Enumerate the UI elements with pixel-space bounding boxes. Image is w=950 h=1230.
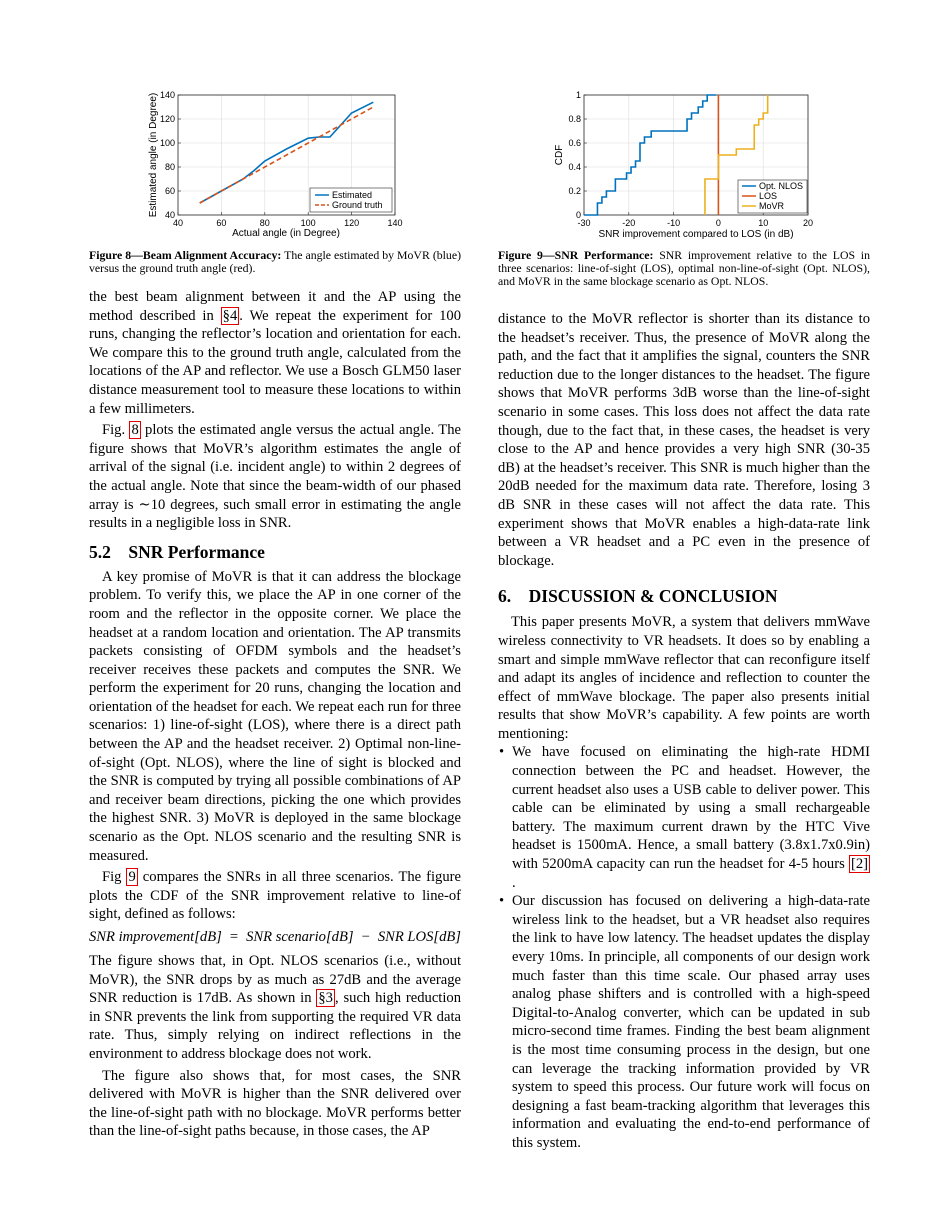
x-axis-label: Actual angle (in Degree) [232,228,340,239]
y-tick-label: 40 [164,210,175,220]
figure-ref-link[interactable]: 8 [131,422,139,439]
figure-9-chart [498,85,870,245]
x-tick-label: -20 [622,218,636,228]
chart-legend [310,188,392,212]
figure-8-chart [89,85,461,245]
list-item: • We have focused on eliminating the high-rate HDMI connection between the PC and headset. However, the current headset also uses a USB cable to deliver power. This cable can be eliminated by using a small rechargeable battery. The maximum current drawn by the HTC Vive headset is 1500mA. Hence, a small battery (3.8x1.7x0.9in) with 5200mA capacity can run the headset for 4-5 hours [2] . [498,743,870,892]
section-ref-link[interactable]: §3 [318,990,333,1007]
legend-entry: LOS [759,191,778,201]
x-tick-label: 40 [172,218,184,228]
y-axis-label: CDF [554,144,565,166]
legend-entry: MoVR [759,201,785,211]
x-tick-label: 80 [259,218,270,228]
citation-link[interactable]: [2] [850,856,868,873]
paragraph: Fig 9 compares the SNRs in all three scenarios. The figure plots the CDF of the SNR improvement relative to line-of sight, defined as follows: [89,869,461,923]
chart-legend [738,180,807,213]
y-axis-label: Estimated angle (in Degree) [148,92,159,218]
figure-9-label: Figure 9 [498,248,543,262]
x-tick-label: 0 [715,218,721,228]
figure-ref-link[interactable]: 9 [128,869,136,886]
figure-9-text: SNR improvement relative to the LOS in three scenarios: line-of-sight (LOS), optimal non-line-of-sight (Opt. NLOS), and MoVR in the same blockage scenario as Opt. NLOS. [498,248,870,288]
equation: SNR improvement[dB] = SNR scenario[dB] − SNR LOS[dB] [89,929,461,945]
figure-9-caption [498,249,870,288]
figure-8-label: Figure 8 [89,248,132,262]
x-tick-label: 120 [344,218,360,228]
figure-8-text: The angle estimated by MoVR (blue) versus the ground truth angle (red). [89,248,461,275]
figure-8-title: —Beam Alignment Accuracy: [131,248,282,262]
y-tick-label: 80 [164,162,175,172]
y-tick-label: 1 [575,90,581,100]
y-tick-label: 0.2 [568,186,581,196]
x-axis-label: SNR improvement compared to LOS (in dB) [598,229,794,240]
figure-9-title: —SNR Performance: [542,248,654,262]
x-tick-label: 140 [387,218,403,228]
y-tick-label: 60 [164,186,175,196]
x-tick-label: -30 [577,218,591,228]
section-heading-5-2: 5.2 SNR Performance [89,541,265,562]
x-tick-label: 20 [802,218,814,228]
y-tick-label: 0.4 [568,162,581,172]
y-tick-label: 100 [159,138,175,148]
paragraph: Fig. 8 plots the estimated angle versus the actual angle. The figure shows that MoVR’s algorithm estimates the angle of arrival of the signal (i.e. incident angle) to within 2 degrees of the actual angle. Note that since the beam-width of our phased array is ∼10 degrees, such small error in estimating the angle results in a negligible loss in SNR. [89,422,461,532]
paragraph: the best beam alignment between it and the AP using the method described in §4 . We repeat the experiment for 100 runs, changing the reflector’s location and orientation for each. We compare this to the ground truth angle, calculated from the locations of the AP and reflector. We use a Bosch GLM50 laser distance measurement tool to measure these locations to within a few millimeters. [89,289,461,417]
section-heading-6: 6. DISCUSSION & CONCLUSION [498,586,778,607]
paragraph: This paper presents MoVR, a system that delivers mmWave wireless connectivity to VR headsets. It does so by enabling a smart and simple mmWave reflector that can reconfigure itself and adapt its angles of incidence and reflection to counter the effect of mmWave blockage. The paper also presents initial results that show MoVR’s capability. A few points are worth mentioning: [498,614,870,742]
y-tick-label: 140 [159,90,175,100]
x-tick-label: 100 [300,218,316,228]
list-item: • Our discussion has focused on delivering a high-data-rate wireless link to the headset, but a VR headset also requires the link to have low latency. The headset updates the display every 10ms. In principle, all components of our design work much faster than this time scale. Our phased array uses analog phase shifters and is controlled with a high-speed Digital-to-Analog converter, which can be updated in sub micro-second time frames. Finding the best beam alignment is the most time consuming process in the design, but one can leverage the tracking information provided by VR system to speed this process. Our future work will focus on designing a fast beam-tracking algorithm that leverages this information and evaluating the end-to-end performance of this system. [498,892,870,1152]
x-tick-label: 60 [216,218,227,228]
y-tick-label: 120 [159,114,175,124]
legend-entry: Estimated [332,190,373,200]
series-line-opt-nlos [584,95,716,215]
paragraph: A key promise of MoVR is that it can address the blockage problem. To verify this, we place the AP in one corner of the room and the reflector in the opposite corner. We place the headset at a random location and orientation. The AP transmits packets consisting of OFDM symbols and the headset’s receiver receives these packets and computes the SNR. We perform the experiment for 20 runs, changing the location and orientation of the headset for each. We repeat each run for three scenarios: 1) line-of-sight (LOS), where there is a direct path between the AP and the headset receiver. 2) Optimal non-line-of-sight (Opt. NLOS), where the line of sight is blocked and the SNR is computed by trying all possible combinations of AP and receiver beam directions, picking the one which provides the highest SNR. 3) MoVR is deployed in the same blockage scenario as the Opt. NLOS scenario and the resulting SNR is measured. [89,568,461,864]
section-ref-link[interactable]: §4 [222,307,238,324]
paragraph: The figure shows that, in Opt. NLOS scenarios (i.e., without MoVR), the SNR drops by as much as 27dB and the average SNR reduction is 17dB. As shown in §3 , such high reduction in SNR prevents the link from supporting the required VR data rate. Thus, simply relying on indirect reflections in the environment to address blockage does not work. [89,953,461,1062]
right-text-block [498,310,870,1153]
legend-entry: Opt. NLOS [759,181,804,191]
y-tick-label: 0 [575,210,581,220]
y-tick-label: 0.8 [568,114,581,124]
x-tick-label: -10 [667,218,681,228]
paragraph: distance to the MoVR reflector is shorter than its distance to the headset’s receiver. Thus, the presence of MoVR along the path, and the fact that it amplifies the signal, counters the SNR reduction due to the longer distances to the headset. The figure shows that MoVR performs 3dB worse than the line-of-sight scenario in some cases. This loss does not affect the data rate though, due to the fact that, in these cases, the headset is very close to the AP and hence provides a very high SNR (30-35 dB) at the headset’s receiver. This SNR is much higher than the 20dB needed for the maximum data rate. Therefore, losing 3 dB SNR in these cases will not affect the data rate. This experiment shows that MoVR enables a high-data-rate link between a VR headset and a PC even in the presence of blockage. [498,311,870,569]
legend-entry: Ground truth [332,200,383,210]
y-tick-label: 0.6 [568,138,581,148]
bullet-list [498,743,870,1152]
x-tick-label: 10 [758,218,769,228]
left-text-block [89,288,461,1141]
figure-8-caption [89,249,461,275]
paragraph: The figure also shows that, for most cases, the SNR delivered with MoVR is higher than the SNR delivered over the line-of-sight path with no blockage. MoVR performs better than the line-of-sight paths because, in those cases, the AP [89,1067,461,1140]
